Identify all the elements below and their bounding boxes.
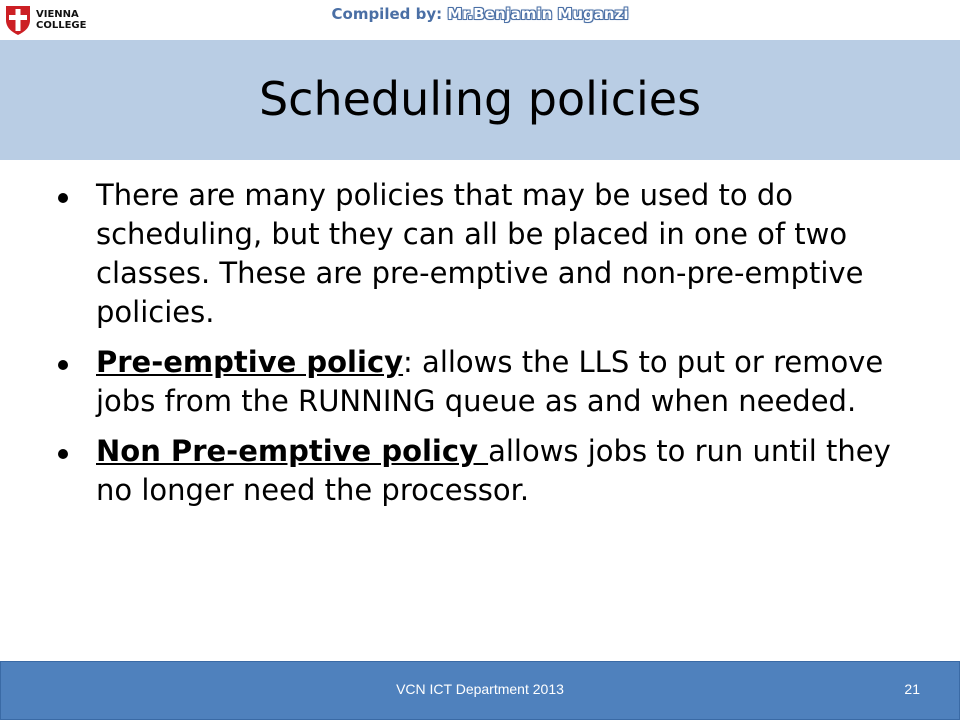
bullet-text: There are many policies that may be used to do scheduling, but they can all be placed in one of two classes. These are pre-emptive and non-pre-emptive policies.	[96, 178, 864, 329]
logo-text-line1: VIENNA	[36, 9, 79, 20]
footer-text: VCN ICT Department 2013	[396, 681, 564, 697]
bullet-dot-icon	[58, 193, 68, 203]
bullet-item-non-preemptive	[56, 432, 916, 510]
bullet-dot-icon	[58, 449, 68, 459]
bullet-item-intro	[56, 176, 916, 332]
page-number: 21	[904, 681, 920, 697]
bullet-item-preemptive	[56, 343, 916, 421]
compiled-by-label: Compiled by:	[331, 5, 443, 23]
bullet-dot-icon	[58, 360, 68, 370]
bullet-text: allows the LLS to put or remove jobs from the RUNNING queue as and when needed.	[96, 345, 884, 418]
bullet-list	[56, 176, 916, 521]
bullet-separator: :	[403, 345, 413, 379]
slide-title: Scheduling policies	[258, 72, 702, 126]
bullet-term: Non Pre-emptive policy	[96, 434, 489, 468]
compiled-by-name: Mr.Benjamin Muganzi	[447, 5, 629, 23]
bullet-text: allows jobs to run until they no longer need the processor.	[96, 434, 891, 507]
logo-text-line2: COLLEGE	[36, 20, 87, 31]
bullet-term: Pre-emptive policy	[96, 345, 404, 379]
compiled-by-banner	[0, 3, 960, 25]
